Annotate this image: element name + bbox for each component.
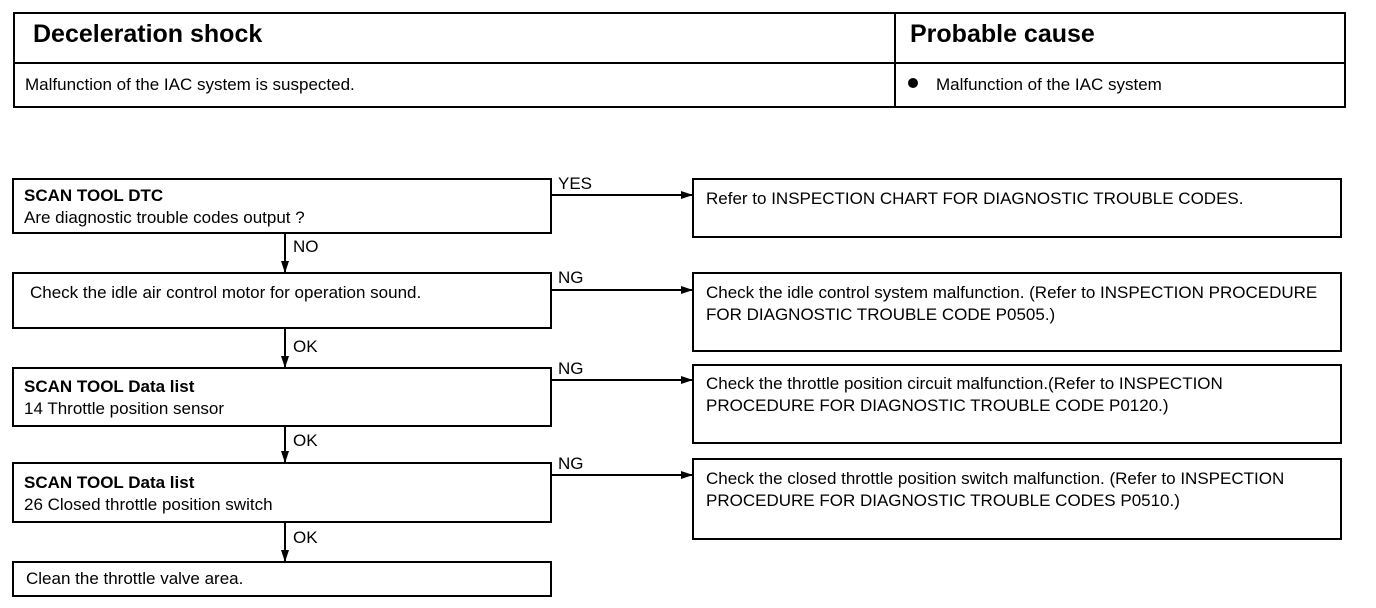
result-box-p0120 [692,364,1342,444]
probable-cause-text: Malfunction of the IAC system [936,75,1162,94]
down-label-ok-1: OK [293,337,318,356]
step-text: Check the idle air control motor for operation sound. [30,283,422,302]
step-title: SCAN TOOL Data list [24,473,195,492]
branch-label-yes: YES [558,174,593,193]
result-text: Check the throttle position circuit malfunction.(Refer to INSPECTION PROCEDURE FOR DIAGNOSTIC TROUBLE CODE P0120.) [706,374,1228,415]
step-box-throttle-position-sensor [12,367,552,427]
step-text: 26 Closed throttle position switch [24,495,273,514]
header-title: Deceleration shock [33,20,263,48]
branch-label-ng-1: NG [558,268,584,287]
step-text: Are diagnostic trouble codes output ? [24,208,305,227]
step-box-clean-throttle-valve [12,561,552,597]
step-title: SCAN TOOL DTC [24,186,164,205]
branch-label-ng-3: NG [558,454,584,473]
result-text: Check the idle control system malfunction. (Refer to INSPECTION PROCEDURE FOR DIAGNOSTIC TROUBLE CODE P0505.) [706,283,1322,324]
header-description: Malfunction of the IAC system is suspected. [25,75,355,94]
down-label-no: NO [293,237,319,256]
branch-label-ng-2: NG [558,359,584,378]
step-box-scan-tool-dtc [12,178,552,234]
down-label-ok-3: OK [293,528,318,547]
step-box-closed-throttle-switch [12,462,552,523]
step-text: Clean the throttle valve area. [26,569,244,588]
step-text: 14 Throttle position sensor [24,399,225,418]
down-label-ok-2: OK [293,431,318,450]
probable-cause-heading: Probable cause [910,20,1095,48]
step-title: SCAN TOOL Data list [24,377,195,396]
step-box-idle-air-control [12,272,552,329]
result-text: Check the closed throttle position switch malfunction. (Refer to INSPECTION PROCEDURE FOR DIAGNOSTIC TROUBLE CODES P0510.) [706,469,1289,510]
result-box-dtc-inspection [692,178,1342,238]
result-text: Refer to INSPECTION CHART FOR DIAGNOSTIC TROUBLE CODES. [706,189,1244,208]
result-box-p0510 [692,458,1342,540]
result-box-p0505 [692,272,1342,352]
